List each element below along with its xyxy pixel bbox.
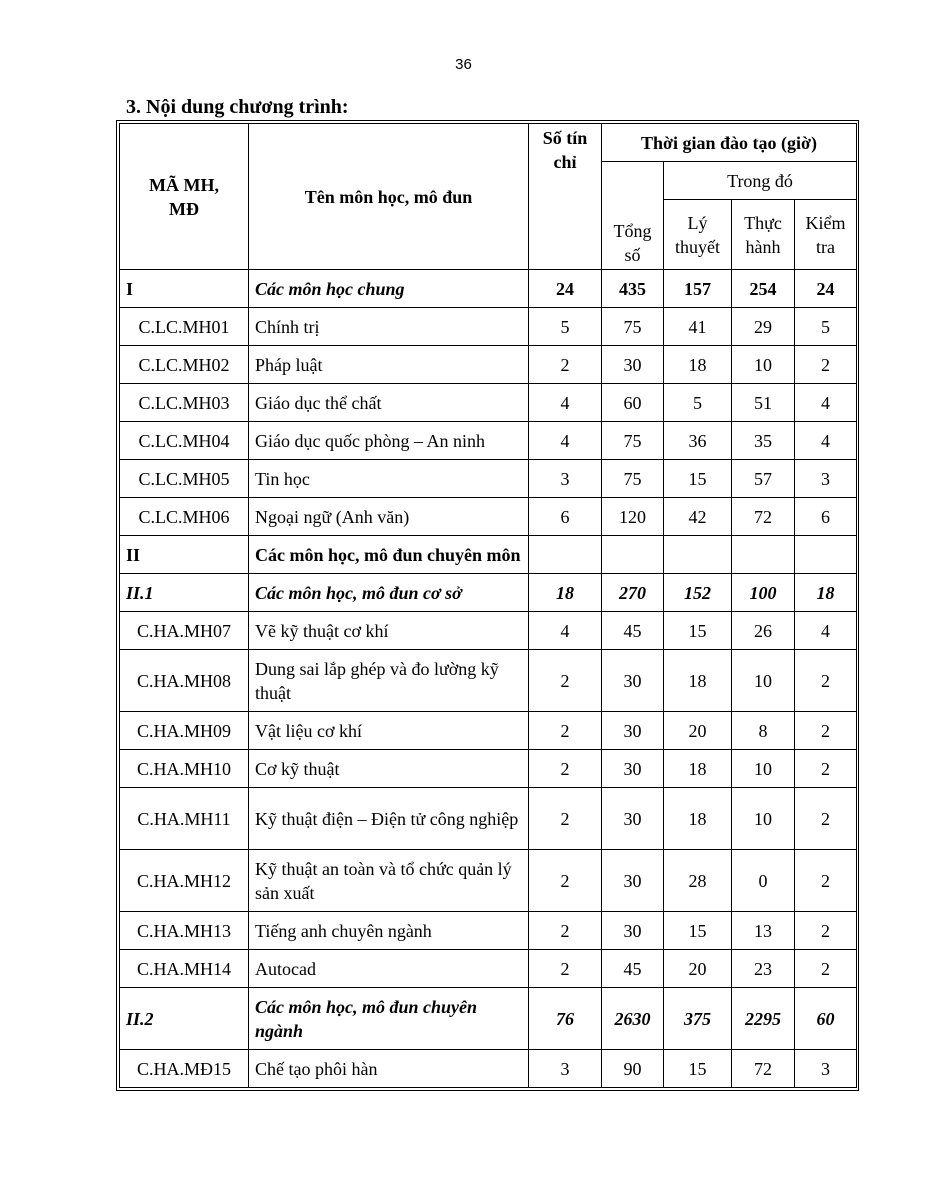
cell-total: 60 [602, 384, 664, 422]
header-credits-text: Số tín chỉ [542, 128, 588, 172]
cell-name: Giáo dục quốc phòng – An ninh [249, 422, 529, 460]
cell-code: C.HA.MH11 [120, 788, 249, 850]
cell-theory: 15 [664, 1050, 732, 1088]
cell-name: Các môn học, mô đun cơ sở [249, 574, 529, 612]
cell-code: C.HA.MH08 [120, 650, 249, 712]
cell-practice: 254 [732, 270, 795, 308]
cell-practice: 35 [732, 422, 795, 460]
cell-code: C.HA.MH09 [120, 712, 249, 750]
cell-exam: 2 [795, 650, 857, 712]
header-of-which: Trong đó [664, 162, 857, 200]
cell-practice: 10 [732, 750, 795, 788]
cell-theory: 18 [664, 346, 732, 384]
cell-code: C.HA.MH07 [120, 612, 249, 650]
header-credits [529, 124, 602, 270]
cell-code: C.HA.MĐ15 [120, 1050, 249, 1088]
cell-name: Giáo dục thể chất [249, 384, 529, 422]
cell-credits: 2 [529, 850, 602, 912]
cell-credits: 4 [529, 612, 602, 650]
cell-code: C.LC.MH01 [120, 308, 249, 346]
cell-theory: 15 [664, 612, 732, 650]
cell-theory: 152 [664, 574, 732, 612]
cell-exam: 5 [795, 308, 857, 346]
cell-total: 75 [602, 422, 664, 460]
cell-exam: 60 [795, 988, 857, 1050]
cell-credits: 2 [529, 712, 602, 750]
cell-theory: 20 [664, 950, 732, 988]
curriculum-table-frame [116, 120, 859, 1091]
cell-practice: 72 [732, 1050, 795, 1088]
cell-exam: 24 [795, 270, 857, 308]
cell-credits: 76 [529, 988, 602, 1050]
page-number: 36 [455, 56, 472, 73]
cell-theory: 42 [664, 498, 732, 536]
cell-exam: 2 [795, 850, 857, 912]
cell-total: 435 [602, 270, 664, 308]
cell-practice [732, 536, 795, 574]
cell-code: C.LC.MH02 [120, 346, 249, 384]
table-row [120, 574, 857, 612]
table-row [120, 460, 857, 498]
header-code-text: MÃ MH, MĐ [149, 174, 219, 219]
cell-credits: 5 [529, 308, 602, 346]
table-row [120, 988, 857, 1050]
cell-credits: 2 [529, 750, 602, 788]
cell-credits: 3 [529, 1050, 602, 1088]
header-theory [664, 200, 732, 270]
cell-credits: 2 [529, 788, 602, 850]
cell-credits: 4 [529, 422, 602, 460]
cell-practice: 57 [732, 460, 795, 498]
table-row [120, 422, 857, 460]
cell-code: C.LC.MH05 [120, 460, 249, 498]
cell-name: Các môn học, mô đun chuyên môn [249, 536, 529, 574]
cell-total [602, 536, 664, 574]
cell-name: Tin học [249, 460, 529, 498]
cell-exam: 3 [795, 460, 857, 498]
table-row [120, 308, 857, 346]
cell-name: Chính trị [249, 308, 529, 346]
cell-total: 2630 [602, 988, 664, 1050]
cell-total: 30 [602, 346, 664, 384]
cell-name: Ngoại ngữ (Anh văn) [249, 498, 529, 536]
cell-practice: 26 [732, 612, 795, 650]
cell-theory: 28 [664, 850, 732, 912]
cell-practice: 72 [732, 498, 795, 536]
cell-credits: 2 [529, 346, 602, 384]
cell-total: 90 [602, 1050, 664, 1088]
header-total-text: Tổng số [613, 221, 652, 265]
cell-total: 30 [602, 788, 664, 850]
cell-theory: 157 [664, 270, 732, 308]
cell-exam: 4 [795, 422, 857, 460]
cell-name: Vật liệu cơ khí [249, 712, 529, 750]
cell-code: II [120, 536, 249, 574]
cell-practice: 8 [732, 712, 795, 750]
cell-credits: 24 [529, 270, 602, 308]
cell-practice: 23 [732, 950, 795, 988]
cell-code: II.2 [120, 988, 249, 1050]
header-exam [795, 200, 857, 270]
cell-exam: 2 [795, 750, 857, 788]
cell-total: 30 [602, 912, 664, 950]
table-row [120, 536, 857, 574]
cell-credits: 4 [529, 384, 602, 422]
cell-exam: 2 [795, 788, 857, 850]
cell-name: Các môn học chung [249, 270, 529, 308]
header-time: Thời gian đào tạo (giờ) [602, 124, 857, 162]
header-name: Tên môn học, mô đun [249, 124, 529, 270]
cell-exam: 4 [795, 612, 857, 650]
section-title: 3. Nội dung chương trình: [126, 96, 349, 118]
cell-credits: 6 [529, 498, 602, 536]
table-row [120, 650, 857, 712]
cell-name: Chế tạo phôi hàn [249, 1050, 529, 1088]
cell-theory: 18 [664, 788, 732, 850]
cell-name: Vẽ kỹ thuật cơ khí [249, 612, 529, 650]
cell-practice: 51 [732, 384, 795, 422]
table-body [120, 270, 857, 1088]
cell-total: 30 [602, 650, 664, 712]
cell-practice: 100 [732, 574, 795, 612]
header-exam-text: Kiểm tra [805, 212, 846, 257]
cell-total: 30 [602, 750, 664, 788]
cell-practice: 10 [732, 650, 795, 712]
table-row [120, 384, 857, 422]
cell-code: C.LC.MH04 [120, 422, 249, 460]
cell-credits: 2 [529, 650, 602, 712]
cell-theory: 41 [664, 308, 732, 346]
cell-name: Kỹ thuật an toàn và tổ chức quản lý sản xuất [249, 850, 529, 912]
table-row [120, 498, 857, 536]
cell-exam: 2 [795, 950, 857, 988]
cell-name: Tiếng anh chuyên ngành [249, 912, 529, 950]
cell-practice: 0 [732, 850, 795, 912]
cell-theory [664, 536, 732, 574]
cell-exam: 18 [795, 574, 857, 612]
cell-exam: 3 [795, 1050, 857, 1088]
cell-name: Các môn học, mô đun chuyên ngành [249, 988, 529, 1050]
cell-total: 75 [602, 460, 664, 498]
cell-theory: 18 [664, 650, 732, 712]
cell-credits: 3 [529, 460, 602, 498]
cell-code: C.HA.MH13 [120, 912, 249, 950]
cell-code: C.HA.MH12 [120, 850, 249, 912]
cell-credits [529, 536, 602, 574]
cell-name: Kỹ thuật điện – Điện tử công nghiệp [249, 788, 529, 850]
header-theory-text: Lý thuyết [675, 212, 720, 257]
cell-practice: 13 [732, 912, 795, 950]
table-row [120, 270, 857, 308]
table-row [120, 1050, 857, 1088]
cell-exam: 2 [795, 712, 857, 750]
cell-code: C.LC.MH06 [120, 498, 249, 536]
table-row [120, 612, 857, 650]
header-total [602, 162, 664, 270]
cell-theory: 18 [664, 750, 732, 788]
cell-name: Dung sai lắp ghép và đo lường kỹ thuật [249, 650, 529, 712]
table-row [120, 788, 857, 850]
cell-practice: 2295 [732, 988, 795, 1050]
cell-code: II.1 [120, 574, 249, 612]
cell-practice: 10 [732, 346, 795, 384]
cell-total: 120 [602, 498, 664, 536]
cell-exam: 4 [795, 384, 857, 422]
cell-code: C.HA.MH14 [120, 950, 249, 988]
table-row [120, 912, 857, 950]
cell-exam: 2 [795, 912, 857, 950]
cell-code: I [120, 270, 249, 308]
cell-total: 30 [602, 712, 664, 750]
curriculum-table [119, 123, 857, 1088]
cell-total: 45 [602, 950, 664, 988]
cell-theory: 36 [664, 422, 732, 460]
cell-theory: 375 [664, 988, 732, 1050]
cell-total: 270 [602, 574, 664, 612]
cell-total: 45 [602, 612, 664, 650]
cell-code: C.LC.MH03 [120, 384, 249, 422]
cell-practice: 10 [732, 788, 795, 850]
cell-total: 75 [602, 308, 664, 346]
cell-code: C.HA.MH10 [120, 750, 249, 788]
header-practice [732, 200, 795, 270]
cell-theory: 5 [664, 384, 732, 422]
table-row [120, 346, 857, 384]
cell-exam [795, 536, 857, 574]
table-row [120, 712, 857, 750]
cell-exam: 6 [795, 498, 857, 536]
cell-name: Cơ kỹ thuật [249, 750, 529, 788]
cell-exam: 2 [795, 346, 857, 384]
cell-credits: 2 [529, 912, 602, 950]
cell-name: Pháp luật [249, 346, 529, 384]
table-row [120, 950, 857, 988]
header-code [120, 124, 249, 270]
table-row [120, 750, 857, 788]
table-row [120, 850, 857, 912]
cell-theory: 15 [664, 912, 732, 950]
cell-theory: 20 [664, 712, 732, 750]
cell-total: 30 [602, 850, 664, 912]
cell-theory: 15 [664, 460, 732, 498]
cell-credits: 2 [529, 950, 602, 988]
header-practice-text: Thực hành [744, 212, 782, 257]
cell-practice: 29 [732, 308, 795, 346]
cell-credits: 18 [529, 574, 602, 612]
cell-name: Autocad [249, 950, 529, 988]
